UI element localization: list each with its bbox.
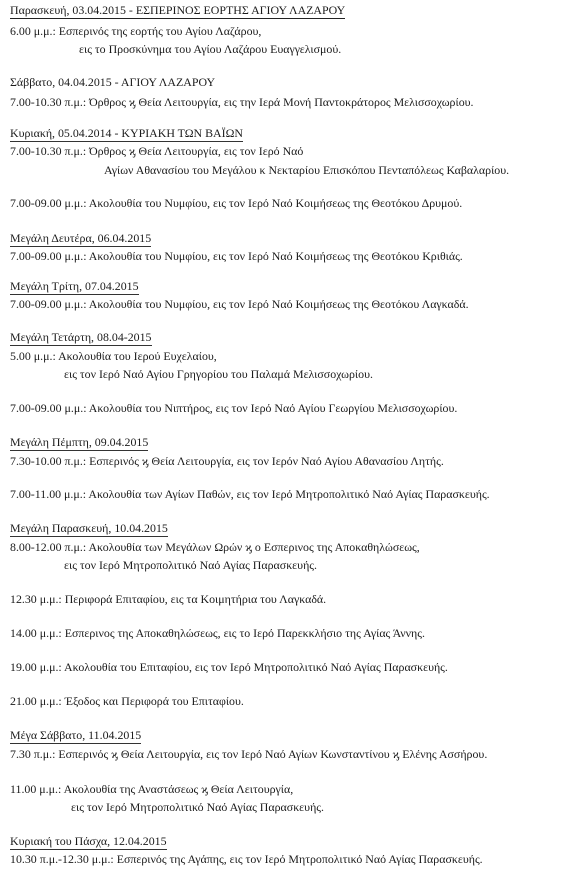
service-line: 11.00 μ.μ.: Ακολουθία της Αναστάσεως ϗ Θεία Λειτουργία, — [10, 782, 294, 796]
service-line: 8.00-12.00 π.μ.: Ακολουθία των Μεγάλων Ωρών ϗ ο Εσπερινος της Αποκαθηλώσεως, — [10, 540, 420, 554]
service-line-continued: εις τον Ιερό Μητροπολιτικό Ναό Αγίας Παρασκευής. — [64, 558, 317, 572]
day-date: Παρασκευή, 03.04.2015 - — [10, 3, 136, 17]
service-line: 7.00-09.00 μ.μ.: Ακολουθία του Νιπτήρος, εις τον Ιερό Ναό Αγίου Γεωργίου Μελισσοχωρίου. — [10, 401, 458, 415]
service-line: 6.00 μ.μ.: Εσπερινός της εορτής του Αγίου Λαζάρου, — [10, 24, 262, 38]
day-heading — [10, 3, 345, 19]
day-heading: Μεγάλη Πέμπτη, 09.04.2015 — [10, 435, 149, 449]
service-line: 5.00 μ.μ.: Ακολουθία του Ιερού Ευχελαίου, — [10, 349, 217, 363]
day-title: ΕΣΠΕΡΙΝΟΣ ΕΟΡΤΗΣ ΑΓΙΟΥ ΛΑΖΑΡΟΥ — [135, 3, 346, 17]
day-heading: Μεγάλη Τρίτη, 07.04.2015 — [10, 279, 139, 293]
service-line: 12.30 μ.μ.: Περιφορά Επιταφίου, εις τα Κοιμητήρια του Λαγκαδά. — [10, 592, 327, 606]
day-heading: Κυριακή του Πάσχα, 12.04.2015 — [10, 834, 167, 848]
day-heading: Μεγάλη Δευτέρα, 06.04.2015 — [10, 231, 152, 245]
service-line: 7.00-09.00 μ.μ.: Ακολουθία του Νυμφίου, εις τον Ιερό Ναό Κοιμήσεως της Θεοτόκου Δρυμού. — [10, 196, 463, 210]
day-heading: Μεγάλη Τετάρτη, 08.04-2015 — [10, 330, 152, 344]
service-line: 7.30 π.μ.: Εσπερινός ϗ Θεία Λειτουργία, εις τον Ιερό Ναό Αγίων Κωνσταντίνου ϗ Ελένης Ασσήρου. — [10, 747, 488, 761]
service-line: 7.00-11.00 μ.μ.: Ακολουθία των Αγίων Παθών, εις τον Ιερό Μητροπολιτικό Ναό Αγίας Παρασκευής. — [10, 487, 490, 501]
day-heading: Μέγα Σάββατο, 11.04.2015 — [10, 728, 142, 742]
day-heading — [10, 75, 215, 89]
day-heading — [10, 126, 243, 142]
day-date: Κυριακή, 05.04.2014 - — [10, 126, 122, 140]
service-line-continued: εις τον Ιερό Μητροπολιτικό Ναό Αγίας Παρασκευής. — [71, 800, 324, 814]
service-line: 19.00 μ.μ.: Ακολουθία του Επιταφίου, εις τον Ιερό Μητροπολιτικό Ναό Αγίας Παρασκευής. — [10, 660, 448, 674]
service-line-continued: εις τον Ιερό Ναό Αγίου Γρηγορίου του Παλαμά Μελισσοχωρίου. — [64, 367, 373, 381]
day-date: Σάββατο, 04.04.2015 - — [10, 75, 121, 89]
service-line: 21.00 μ.μ.: Έξοδος και Περιφορά του Επιταφίου. — [10, 694, 244, 708]
day-title: ΑΓΙΟΥ ΛΑΖΑΡΟΥ — [120, 75, 216, 89]
service-line-continued: εις το Προσκύνημα του Αγίου Λαζάρου Ευαγγελισμού. — [79, 42, 342, 56]
service-line: 7.30-10.00 π.μ.: Εσπερινός ϗ Θεία Λειτουργία, εις τον Ιερόν Ναό Αγίου Αθανασίου Λητής. — [10, 454, 444, 468]
service-line: 7.00-10.30 π.μ.: Όρθρος ϗ Θεία Λειτουργία, εις την Ιερά Μονή Παντοκράτορος Μελισσοχωρίου. — [10, 95, 474, 109]
day-title: ΚΥΡΙΑΚΗ ΤΩΝ ΒΑΪΩΝ — [121, 126, 244, 140]
day-heading: Μεγάλη Παρασκευή, 10.04.2015 — [10, 521, 168, 535]
service-line: 7.00-09.00 μ.μ.: Ακολουθία του Νυμφίου, εις τον Ιερό Ναό Κοιμήσεως της Θεοτόκου Λαγκαδά. — [10, 297, 469, 311]
service-line: 7.00-10.30 π.μ.: Όρθρος ϗ Θεία Λειτουργία, εις τον Ιερό Ναό — [10, 144, 304, 158]
service-line: 7.00-09.00 μ.μ.: Ακολουθία του Νυμφίου, εις τον Ιερό Ναό Κοιμήσεως της Θεοτόκου Κριθιάς. — [10, 249, 463, 263]
service-line: 14.00 μ.μ.: Εσπερινος της Αποκαθηλώσεως, εις το Ιερό Παρεκκλήσιο της Αγίας Άννης. — [10, 626, 425, 640]
service-line: 10.30 π.μ.-12.30 μ.μ.: Εσπερινός της Αγάπης, εις τον Ιερό Μητροπολιτικό Ναό Αγίας Παρασκευής. — [10, 852, 483, 866]
service-line-continued: Αγίων Αθανασίου του Μεγάλου κ Νεκταρίου Επισκόπου Πενταπόλεως Καβαλαρίου. — [104, 163, 510, 177]
